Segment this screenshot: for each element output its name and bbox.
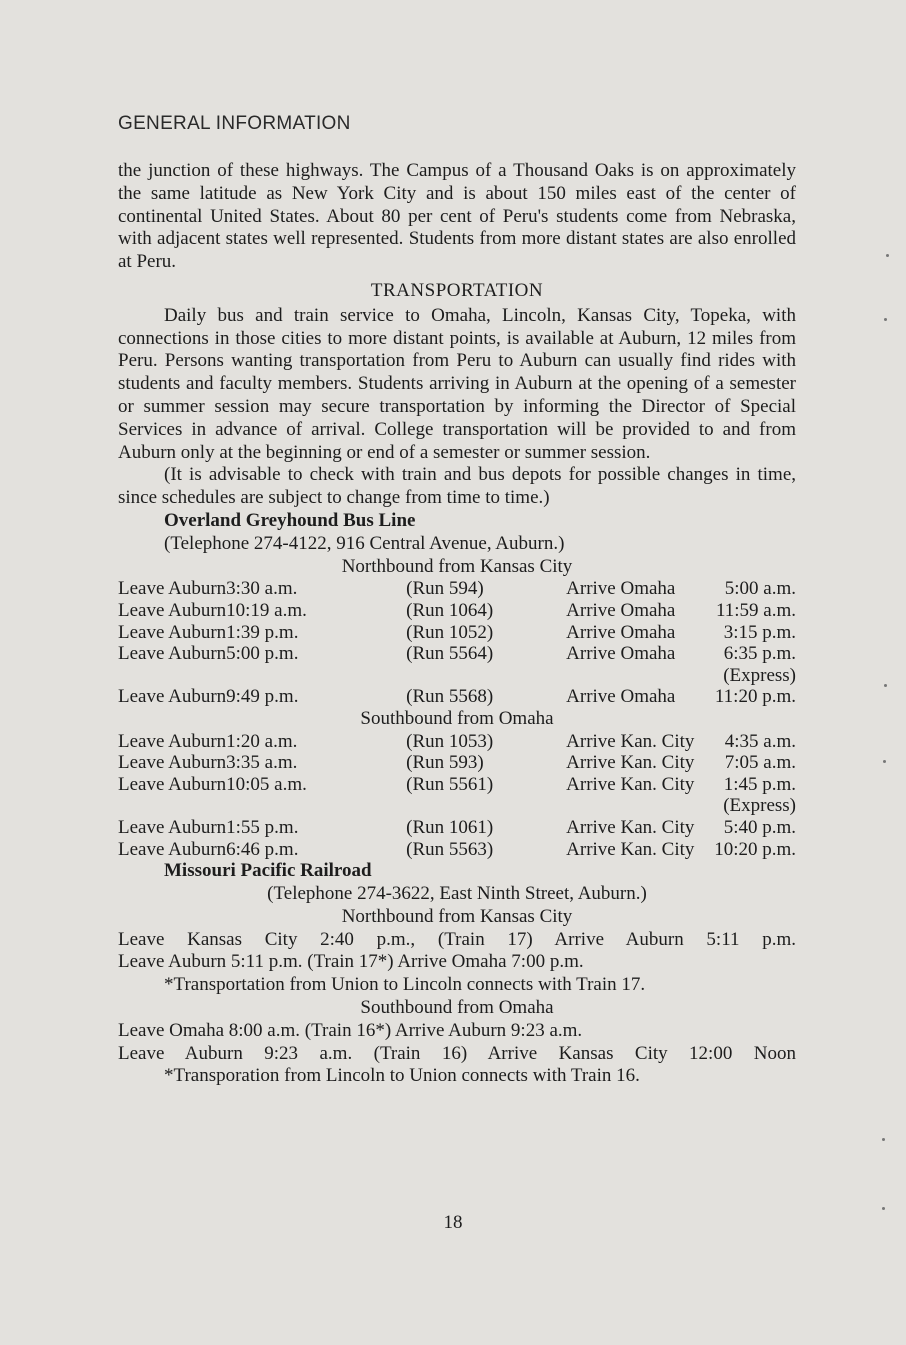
schedule-row [118, 752, 796, 774]
departure-time: 1:55 p.m. [226, 817, 299, 839]
page-content [118, 160, 796, 1088]
run-number: (Run 594) [406, 578, 484, 600]
run-number: (Run 5563) [406, 838, 494, 860]
schedule-note-row [118, 665, 796, 687]
arrival-time: 11:59 a.m. [715, 599, 796, 621]
rail-south-line: Leave Auburn 9:23 a.m. (Train 16) Arrive Kansas City 12:00 Noon [118, 1042, 796, 1064]
leave-label: Leave Auburn [118, 599, 227, 621]
rail-south-note: *Transporation from Lincoln to Union connects with Train 16. [164, 1065, 640, 1087]
arrive-label: Arrive Kan. City [566, 773, 695, 795]
departure-time: 1:39 p.m. [226, 621, 299, 643]
paper-speck [886, 254, 889, 257]
arrive-label: Arrive Omaha [566, 643, 676, 665]
express-note: (Express) [723, 664, 796, 686]
departure-time: 10:05 a.m. [226, 773, 307, 795]
run-number: (Run 1052) [406, 621, 494, 643]
transport-paragraph: Daily bus and train service to Omaha, Lincoln, Kansas City, Topeka, with connections in those cities to more distant points, is available at Auburn, 12 miles from Peru. Persons wanting transportation from Peru to Auburn can usually find rides with students and faculty members. Students arriving in Auburn at the opening of a semester or summer session may secure transportation by informing the Director of Special Services in advance of arrival. College transportation will be provided to and from Auburn only at the beginning or end of a semester or summer session. [118, 304, 796, 463]
schedule-row [118, 622, 796, 644]
run-number: (Run 5561) [406, 773, 494, 795]
departure-time: 3:35 a.m. [226, 752, 298, 774]
departure-time: 10:19 a.m. [226, 599, 307, 621]
paper-speck [883, 760, 886, 763]
schedule-row [118, 731, 796, 753]
run-number: (Run 5564) [406, 643, 494, 665]
run-number: (Run 1064) [406, 599, 494, 621]
running-header: GENERAL INFORMATION [118, 113, 351, 134]
bus-line-phone: (Telephone 274-4122, 916 Central Avenue, Auburn.) [164, 532, 565, 554]
bus-line-name: Overland Greyhound Bus Line [164, 509, 416, 531]
rail-north-title: Northbound from Kansas City [341, 905, 573, 927]
leave-label: Leave Auburn [118, 752, 227, 774]
leave-label: Leave Auburn [118, 686, 227, 708]
run-number: (Run 1053) [406, 730, 494, 752]
arrival-time: 4:35 a.m. [724, 730, 796, 752]
rail-south-title: Southbound from Omaha [360, 997, 554, 1019]
bus-south-table [118, 731, 796, 861]
intro-paragraph: the junction of these highways. The Campus of a Thousand Oaks is on approximately the same latitude as New York City and is about 150 miles east of the center of continental United States. About 80 per cent of Peru's students come from Nebraska, with adjacent states well represented. Students from more distant states are also enrolled at Peru. [118, 160, 796, 273]
advisory-paragraph: (It is advisable to check with train and bus depots for possible changes in time, since schedules are subject to change from time to time.) [118, 464, 796, 509]
departure-time: 9:49 p.m. [226, 686, 299, 708]
run-number: (Run 593) [406, 752, 484, 774]
page-number: 18 [443, 1212, 463, 1233]
arrival-time: 1:45 p.m. [723, 773, 796, 795]
leave-label: Leave Auburn [118, 621, 227, 643]
schedule-row [118, 774, 796, 796]
arrival-time: 7:05 a.m. [724, 752, 796, 774]
schedule-row [118, 600, 796, 622]
arrive-label: Arrive Kan. City [566, 838, 695, 860]
paper-speck [882, 1138, 885, 1141]
arrival-time: 5:00 a.m. [724, 578, 796, 600]
schedule-note-row [118, 795, 796, 817]
departure-time: 5:00 p.m. [226, 643, 299, 665]
leave-label: Leave Auburn [118, 838, 227, 860]
arrive-label: Arrive Omaha [566, 599, 676, 621]
leave-label: Leave Auburn [118, 643, 227, 665]
arrive-label: Arrive Kan. City [566, 817, 695, 839]
bus-south-title: Southbound from Omaha [360, 707, 554, 729]
leave-label: Leave Auburn [118, 773, 227, 795]
schedule-row [118, 578, 796, 600]
schedule-row [118, 686, 796, 708]
run-number: (Run 1061) [406, 817, 494, 839]
express-note: (Express) [723, 795, 796, 817]
departure-time: 3:30 a.m. [226, 578, 298, 600]
bus-north-title: Northbound from Kansas City [341, 555, 573, 577]
arrival-time: 5:40 p.m. [723, 817, 796, 839]
schedule-row [118, 643, 796, 665]
arrive-label: Arrive Omaha [566, 578, 676, 600]
leave-label: Leave Auburn [118, 730, 227, 752]
rail-north-note: *Transportation from Union to Lincoln connects with Train 17. [164, 974, 646, 996]
rail-south-line: Leave Omaha 8:00 a.m. (Train 16*) Arrive Auburn 9:23 a.m. [118, 1019, 583, 1041]
arrival-time: 10:20 p.m. [714, 838, 796, 860]
arrive-label: Arrive Omaha [566, 686, 676, 708]
arrival-time: 11:20 p.m. [714, 686, 796, 708]
leave-label: Leave Auburn [118, 817, 227, 839]
leave-label: Leave Auburn [118, 578, 227, 600]
railroad-phone: (Telephone 274-3622, East Ninth Street, Auburn.) [267, 883, 647, 905]
railroad-name: Missouri Pacific Railroad [164, 860, 372, 882]
arrival-time: 3:15 p.m. [723, 621, 796, 643]
rail-north-line: Leave Auburn 5:11 p.m. (Train 17*) Arrive Omaha 7:00 p.m. [118, 951, 584, 973]
schedule-row [118, 839, 796, 861]
paper-speck [882, 1207, 885, 1210]
paper-speck [884, 318, 887, 321]
bus-north-table [118, 578, 796, 708]
arrive-label: Arrive Omaha [566, 621, 676, 643]
rail-north-line: Leave Kansas City 2:40 p.m., (Train 17) Arrive Auburn 5:11 p.m. [118, 928, 796, 950]
departure-time: 6:46 p.m. [226, 838, 299, 860]
paper-speck [884, 684, 887, 687]
section-title: TRANSPORTATION [370, 279, 544, 301]
arrive-label: Arrive Kan. City [566, 730, 695, 752]
departure-time: 1:20 a.m. [226, 730, 298, 752]
schedule-row [118, 817, 796, 839]
run-number: (Run 5568) [406, 686, 494, 708]
arrival-time: 6:35 p.m. [723, 643, 796, 665]
arrive-label: Arrive Kan. City [566, 752, 695, 774]
